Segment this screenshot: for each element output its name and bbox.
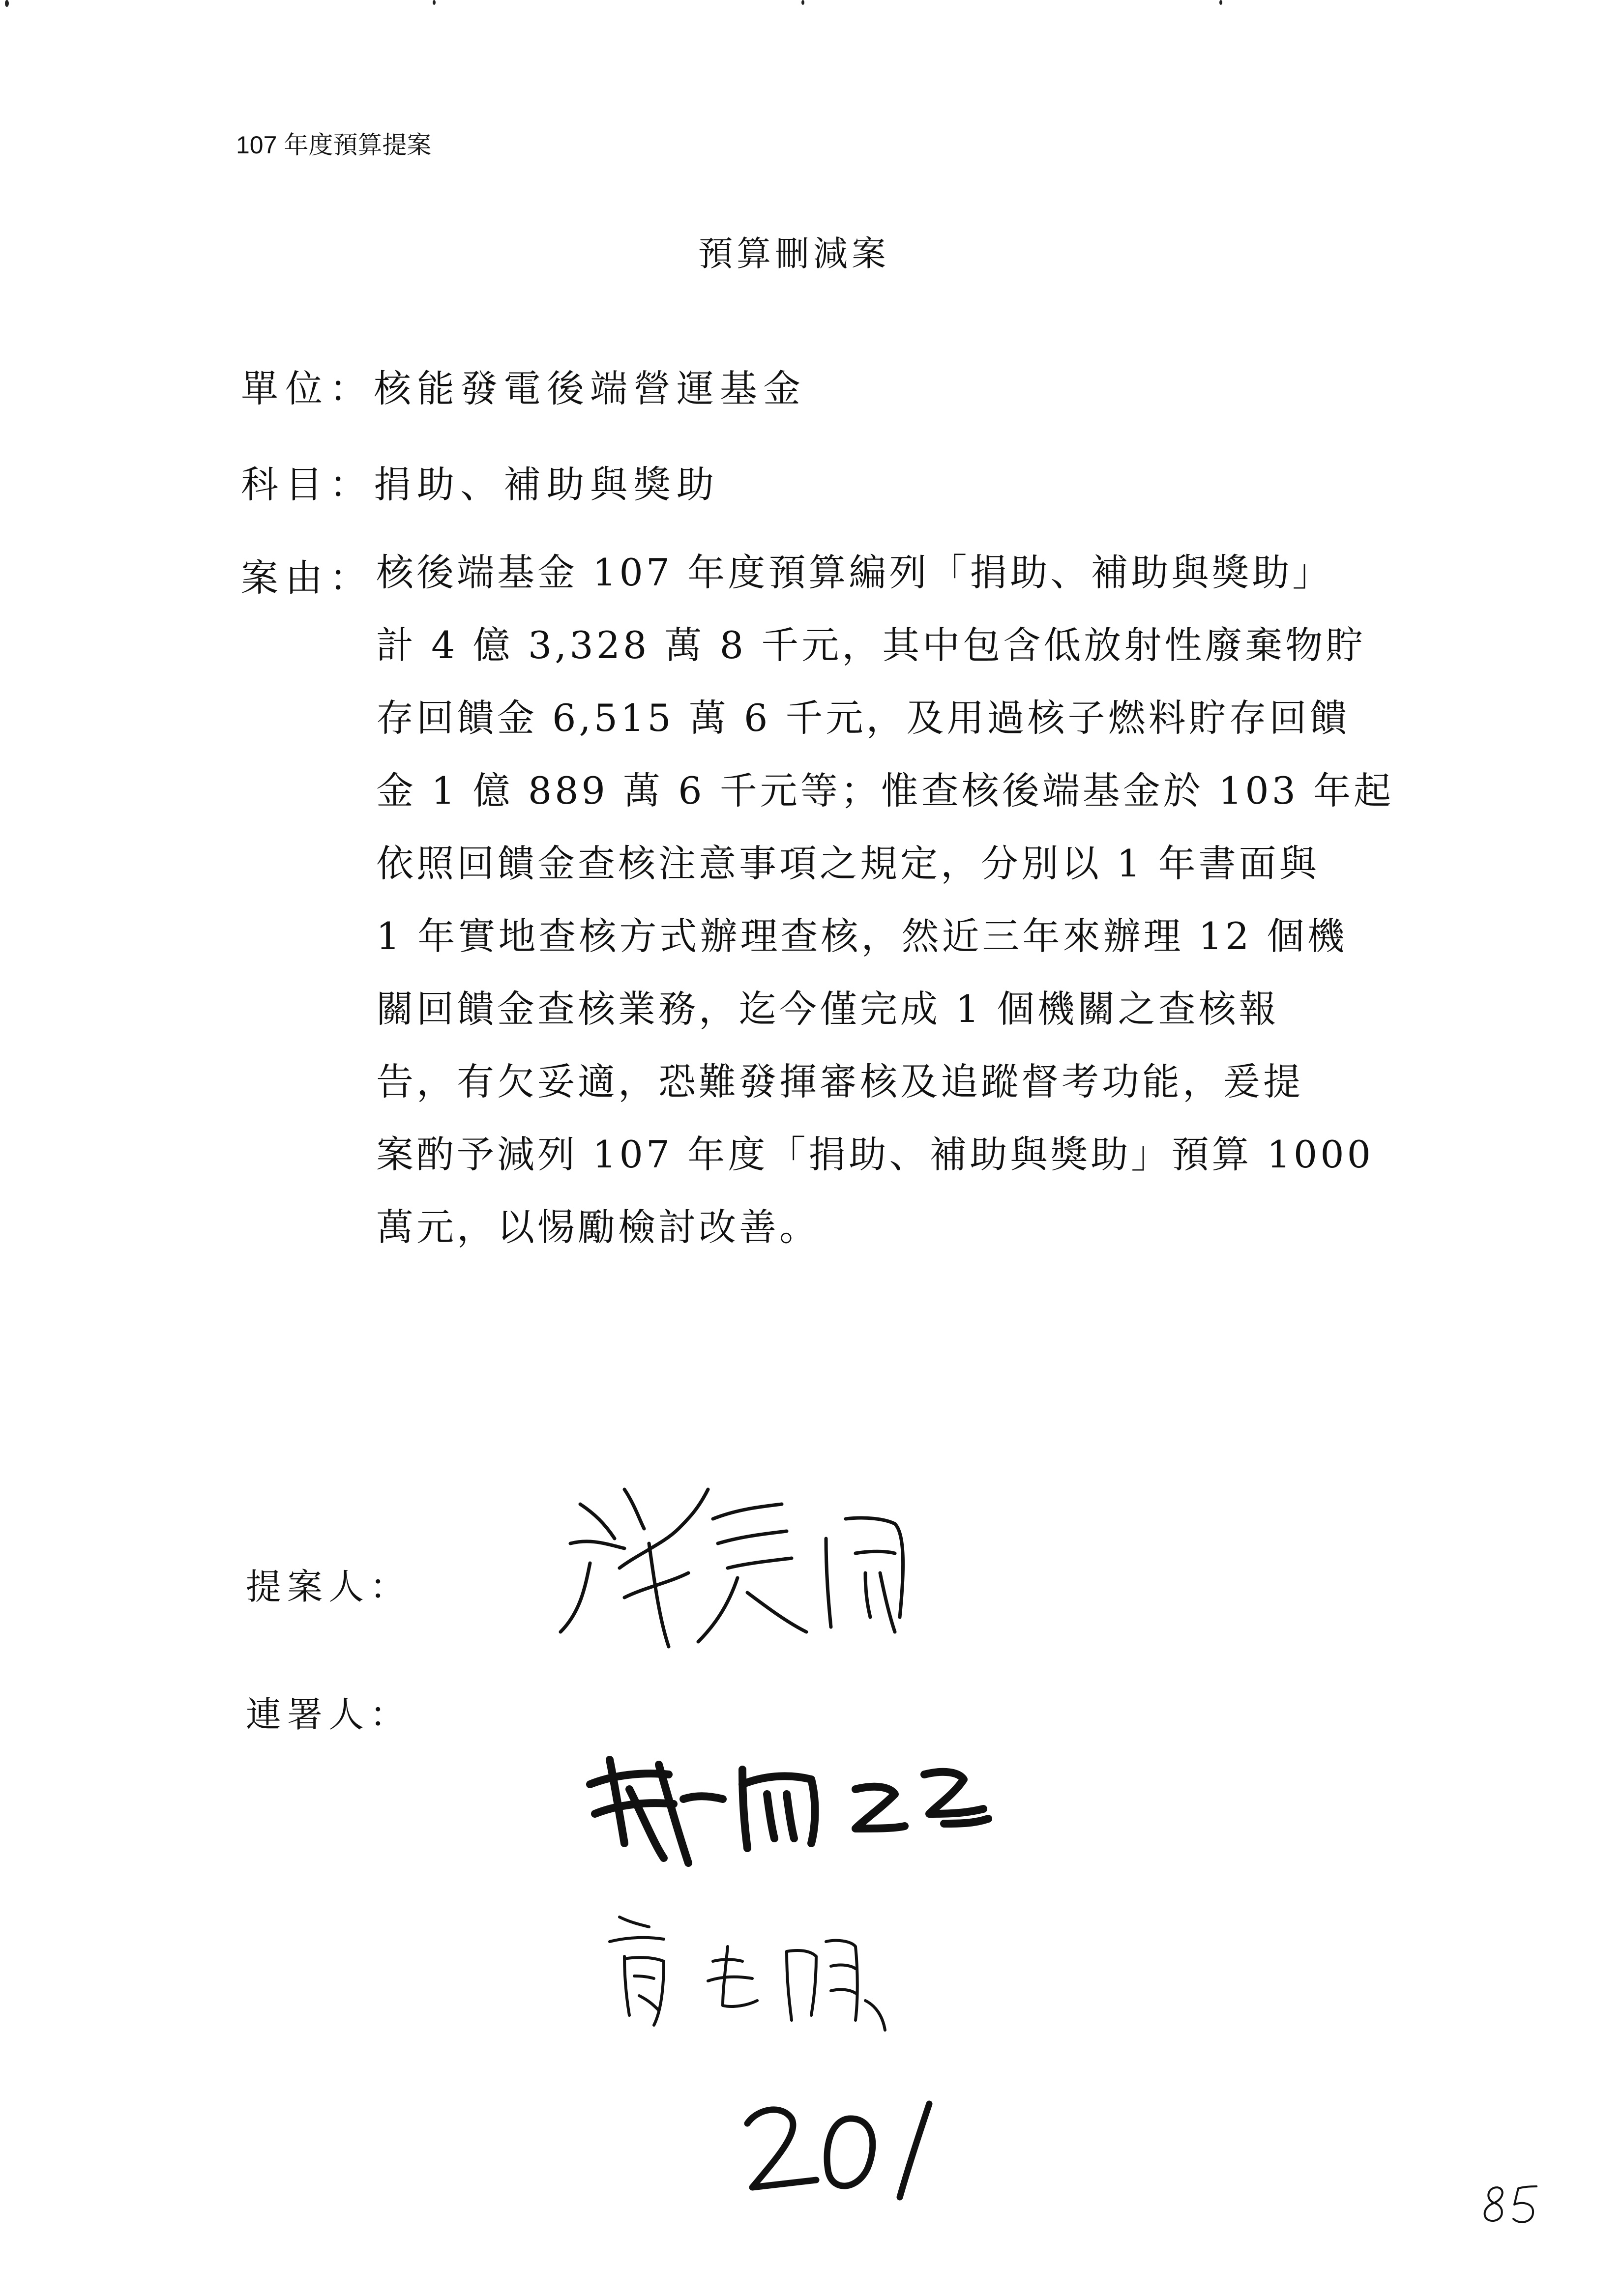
page-number	[1475, 2178, 1544, 2232]
cosigner-label: 連署人：	[246, 1694, 412, 1735]
unit-label: 單位：	[241, 367, 374, 410]
reason-line: 1 年實地查核方式辦理查核，然近三年來辦理 12 個機	[376, 914, 1348, 958]
document-title: 預算刪減案	[698, 233, 890, 274]
cosigner-signature-1	[580, 1730, 1013, 1878]
reason-line: 核後端基金 107 年度預算編列「捐助、補助與獎助」	[376, 551, 1333, 594]
reason-line: 存回饋金 6,515 萬 6 千元，及用過核子燃料貯存回饋	[376, 696, 1350, 740]
subject-field	[241, 455, 720, 508]
reason-line: 關回饋金查核業務，迄今僅完成 1 個機關之查核報	[376, 987, 1279, 1031]
handwritten-number	[728, 2089, 954, 2212]
reason-label: 案由：	[241, 556, 374, 600]
scan-speck	[801, 0, 804, 5]
scan-speck	[5, 0, 9, 7]
reason-line: 萬元，以惕勵檢討改善。	[376, 1205, 820, 1249]
reason-line: 計 4 億 3,328 萬 8 千元，其中包含低放射性廢棄物貯	[376, 623, 1366, 667]
unit-field	[241, 359, 806, 412]
reason-line: 依照回饋金查核注意事項之規定，分別以 1 年書面與	[376, 842, 1320, 885]
reason-body	[376, 548, 1396, 1276]
scan-speck	[1219, 0, 1222, 5]
subject-label: 科目：	[241, 463, 374, 506]
scan-speck	[433, 0, 436, 5]
reason-line: 案酌予減列 107 年度「捐助、補助與獎助」預算 1000	[376, 1133, 1374, 1176]
unit-value: 核能發電後端營運基金	[374, 367, 806, 410]
proposer-signature	[551, 1470, 954, 1661]
budget-proposal-header: 107 年度預算提案	[236, 131, 432, 159]
cosigner-signature-2	[600, 1902, 905, 2045]
reason-line: 金 1 億 889 萬 6 千元等；惟查核後端基金於 103 年起	[376, 769, 1394, 813]
subject-value: 捐助、補助與獎助	[374, 463, 720, 506]
reason-line: 告，有欠妥適，恐難發揮審核及追蹤督考功能，爰提	[376, 1060, 1303, 1104]
proposer-label: 提案人：	[246, 1566, 412, 1607]
